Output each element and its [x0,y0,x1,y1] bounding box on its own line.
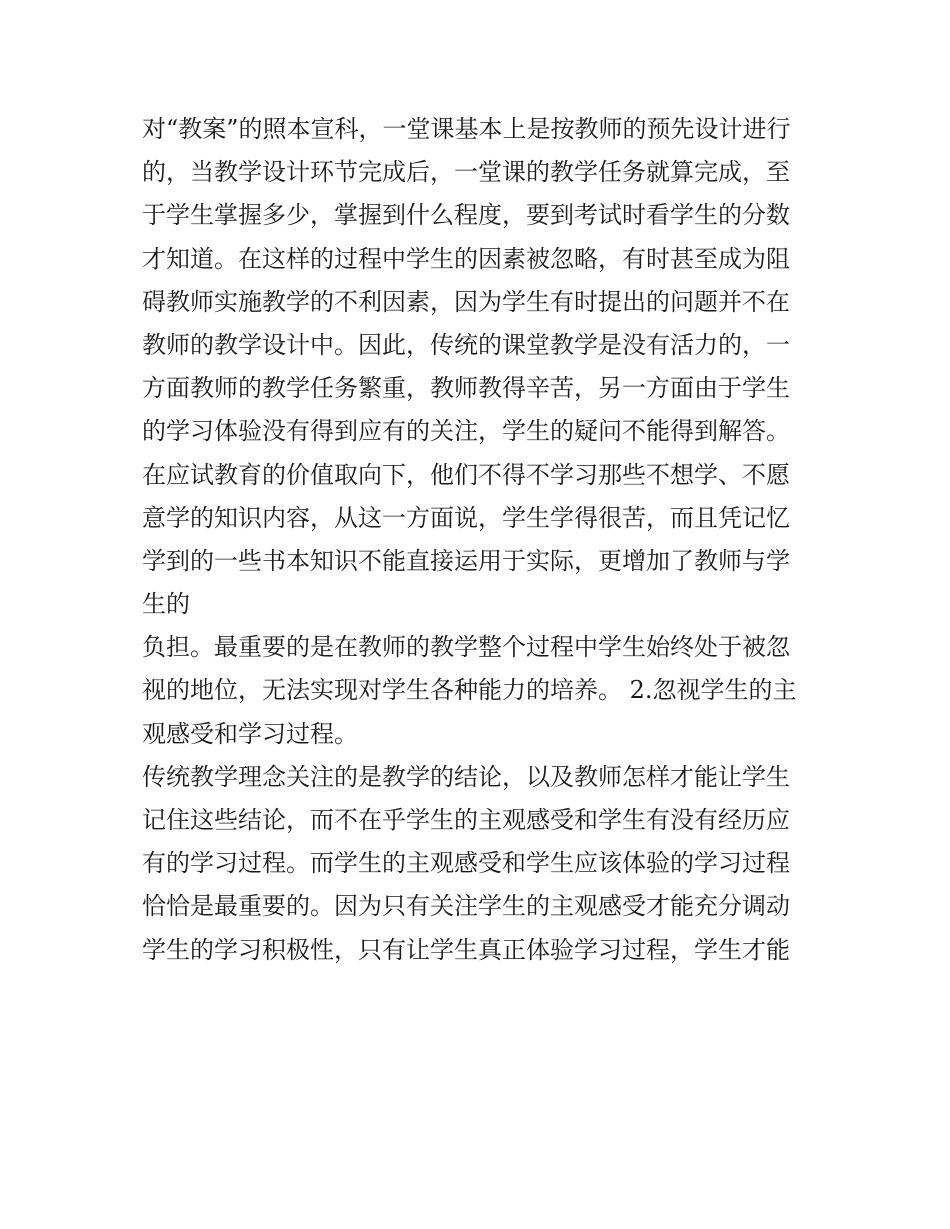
text-line: 观感受和学习过程。 [142,719,358,748]
text-line: 的学习体验没有得到应有的关注，学生的疑问不能得到解答。 [142,417,790,446]
text-line: 记住这些结论，而不在乎学生的主观感受和学生有没有经历应 [142,806,790,834]
text-line: 的，当教学设计环节完成后，一堂课的教学任务就算完成，至 [142,158,790,187]
text-line: 意学的知识内容，从这一方面说，学生学得很苦，而且凭记忆 [142,503,790,532]
text-line: 碍教师实施教学的不利因素，因为学生有时提出的问题并不在 [142,287,790,316]
text-line: 方面教师的教学任务繁重，教师教得辛苦，另一方面由于学生 [142,374,790,403]
body-text [142,108,822,972]
text-line: 教师的教学设计中。因此，传统的课堂教学是没有活力的，一 [142,330,790,359]
text-line: 生的 [142,590,190,619]
text-line: 有的学习过程。而学生的主观感受和学生应该体验的学习过程 [142,849,790,878]
text-line: 学生的学习积极性，只有让学生真正体验学习过程，学生才能 [142,935,790,964]
text-line: 恰恰是最重要的。因为只有关注学生的主观感受才能充分调动 [142,892,790,921]
text-line: 负担。最重要的是在教师的教学整个过程中学生始终处于被忽 [142,633,790,662]
text-line: 才知道。在这样的过程中学生的因素被忽略，有时甚至成为阻 [142,244,790,273]
text-line: 传统教学理念关注的是教学的结论，以及教师怎样才能让学生 [142,762,790,791]
text-line: 视的地位，无法实现对学生各种能力的培养。 2.忽视学生的主 [142,676,797,705]
text-line: 学到的一些书本知识不能直接运用于实际，更增加了教师与学 [142,546,790,575]
text-line: 对“教案”的照本宣科，一堂课基本上是按教师的预先设计进行 [142,115,791,143]
text-line: 在应试教育的价值取向下，他们不得不学习那些不想学、不愿 [142,460,790,489]
text-line: 于学生掌握多少，掌握到什么程度，要到考试时看学生的分数 [142,201,790,230]
